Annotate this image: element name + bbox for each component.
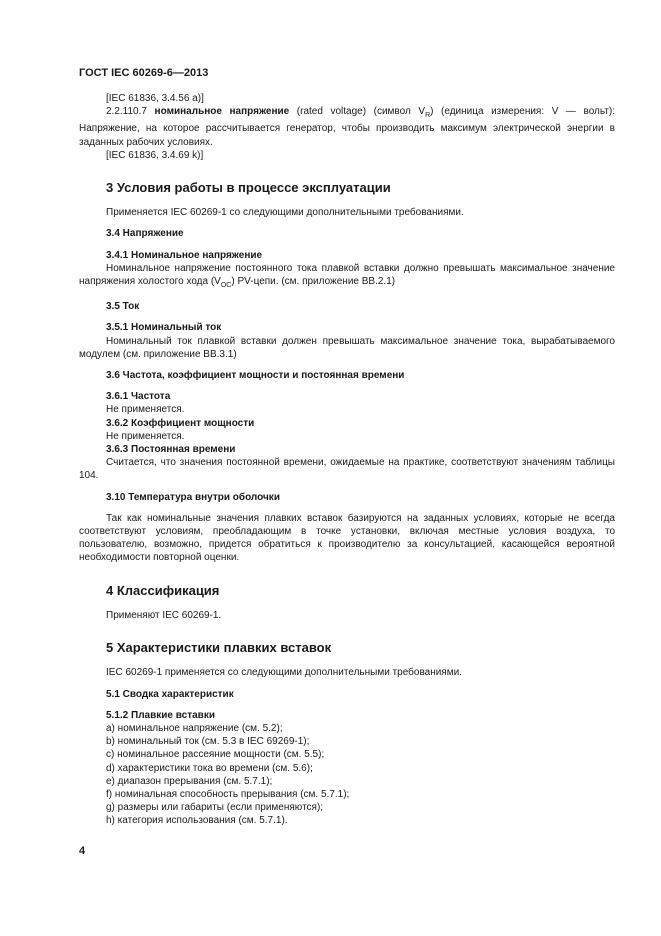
section-3-6-3-text: Считается, что значения постоянной времени, ожидаемые на практике, соответствуют значениям таблицы 104. xyxy=(79,457,615,482)
list-item: b) номинальный ток (см. 5.3 в IEC 69269-1); xyxy=(106,736,310,748)
section-3-4-1-title: 3.4.1 Номинальное напряжение xyxy=(106,249,263,261)
section-3-10-title: 3.10 Температура внутри оболочки xyxy=(106,491,280,503)
list-item: f) номинальная способность прерывания (см. 5.7.1); xyxy=(106,788,350,800)
section-3-6-2-text: Не применяется. xyxy=(106,430,185,442)
definition-text-b: ) (единица измерения: V — вольт): Напряжение, на которое рассчитывается генератор, чтобы производить максимум электрической энергии в заданных рабочих условиях. xyxy=(79,106,616,148)
section-3-6-1-title: 3.6.1 Частота xyxy=(106,391,171,403)
section-5-1-2-title: 5.1.2 Плавкие вставки xyxy=(106,709,215,721)
section-3-10-text: Так как номинальные значения плавких вставок базируются на заданных условиях, которые не всегда соответствуют условиям, преобладающим в точке установки, включая местные условия воздуха, то пользователю, возможно, придется обратиться к производителю за консультацией, касающейся вероятной необходимости повторной оценки. xyxy=(79,512,615,564)
section-3-6-title: 3.6 Частота, коэффициент мощности и постоянная времени xyxy=(106,370,405,382)
section-3-4-1-text-a: Номинальное напряжение постоянного тока плавкой вставки должно превышать максимальное значение напряжения холостого хода (V xyxy=(79,262,615,288)
section-3-title: 3 Условия работы в процессе эксплуатации xyxy=(106,180,391,196)
definition-number: 2.2.110.7 xyxy=(106,106,147,118)
reference-line: [IEC 61836, 3.4.56 a)] xyxy=(106,93,204,104)
section-3-4-title: 3.4 Напряжение xyxy=(106,228,184,240)
section-5-1-title: 5.1 Сводка характеристик xyxy=(106,688,234,700)
section-3-4-1-subscript: OC xyxy=(220,282,232,290)
characteristics-list xyxy=(79,722,615,828)
page-content xyxy=(79,92,615,828)
section-3-6-2-title: 3.6.2 Коэффициент мощности xyxy=(106,417,255,429)
section-5-title: 5 Характеристики плавких вставок xyxy=(106,640,332,656)
page-number: 4 xyxy=(79,845,86,857)
list-item: d) характеристики тока во времени (см. 5.6); xyxy=(106,762,313,774)
definition-paragraph xyxy=(79,105,615,149)
reference-line: [IEC 61836, 3.4.69 k)] xyxy=(106,149,204,161)
section-3-5-1-text: Номинальный ток плавкой вставки должен превышать максимальное значение тока, вырабатываемого модулем (см. приложение ВВ.3.1) xyxy=(79,335,615,360)
section-3-5-1-title: 3.5.1 Номинальный ток xyxy=(106,322,222,334)
section-4-text: Применяют IEC 60269-1. xyxy=(106,609,222,621)
section-3-5-title: 3.5 Ток xyxy=(106,301,140,313)
section-5-intro: IEC 60269-1 применяется со следующими дополнительными требованиями. xyxy=(106,667,462,679)
definition-term: номинальное напряжение xyxy=(154,106,290,118)
section-4-title: 4 Классификация xyxy=(106,582,220,598)
list-item: g) размеры или габариты (если применяются); xyxy=(106,802,324,814)
definition-subscript: R xyxy=(425,112,431,120)
section-3-intro: Применяется IEC 60269-1 со следующими дополнительными требованиями. xyxy=(106,207,464,219)
definition-text-a: (rated voltage) (символ V xyxy=(296,106,426,118)
list-item: a) номинальное напряжение (см. 5.2); xyxy=(106,722,283,734)
section-3-4-1-text-b: ) PV-цепи. (см. приложение ВВ.2.1) xyxy=(231,276,396,288)
standard-header: ГОСТ IEC 60269-6—2013 xyxy=(79,67,209,79)
section-3-4-1-text xyxy=(79,262,615,292)
section-3-6-3-title: 3.6.3 Постоянная времени xyxy=(106,444,236,456)
list-item: c) номинальное рассеяние мощности (см. 5.5); xyxy=(106,749,325,761)
list-item: e) диапазон прерывания (см. 5.7.1); xyxy=(106,775,273,787)
section-3-6-1-text: Не применяется. xyxy=(106,404,185,416)
list-item: h) категория использования (см. 5.7.1). xyxy=(106,815,288,827)
